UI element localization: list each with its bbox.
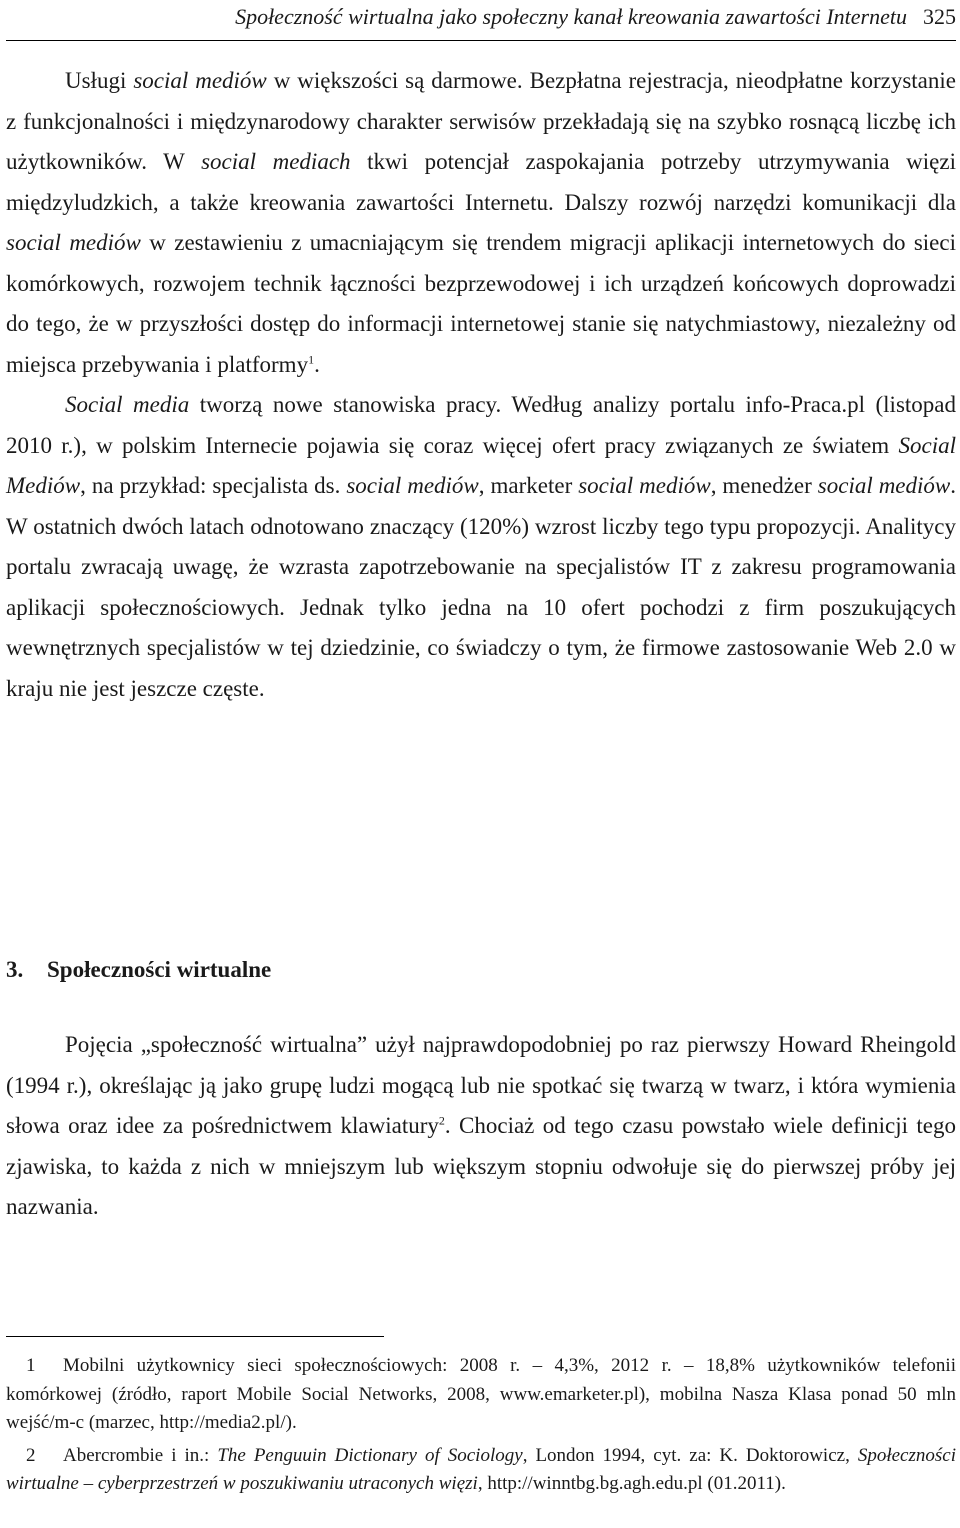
text-run: Mobilni użytkownicy sieci społecznościowych: 2008 r. – 4,3%, 2012 r. – 18,8% użytkowników telefonii komórkowej (źródło, raport Mobile Social Networks, 2008, www.emarketer.pl), mobilna Nasza Klasa ponad 50 mln wejść/m-c (marzec, http://media2.pl/).: [6, 1355, 956, 1433]
text-run: . W ostatnich dwóch latach odnotowano znaczący (120%) wzrost liczby tego typu propozycji. Analitycy portalu zwracają uwagę, że wzrasta zapotrzebowanie na specjalistów IT z zakresu programowania aplikacji społecznościowych. Jednak tylko jedna na 10 ofert pochodzi z firm poszukujących wewnętrznych specjalistów w tej dziedzinie, co świadczy o tym, że firmowe zastosowanie Web 2.0 w kraju nie jest jeszcze częste.: [6, 473, 956, 701]
italic-term: social mediach: [201, 149, 351, 174]
section-paragraph: [6, 1025, 956, 1228]
section-number: 3.: [6, 957, 24, 982]
text-run: .: [314, 351, 320, 377]
italic-term: Social Mediów: [6, 432, 956, 498]
italic-term: social mediów: [578, 473, 711, 498]
body-paragraph: [6, 385, 956, 709]
footnotes: [6, 1352, 956, 1503]
footnote: [6, 1442, 956, 1499]
text-run: tkwi potencjał zaspokajania potrzeby utrzymywania więzi międzyludzkich, a także kreowania zawartości Internetu. Dalszy rozwój narzędzi komunikacji dla: [6, 149, 956, 215]
page-number: 325: [923, 4, 956, 29]
text-run: Pojęcia „społeczność wirtualna” użył najprawdopodobniej po raz pierwszy Howard Rheingold (1994 r.), określając ją jako grupę ludzi mogącą lub nie spotkać się twarzą w twarz, i która wymienia słowa oraz idee za pośrednictwem klawiatury: [6, 1032, 956, 1138]
footnote-ref: 2: [438, 1113, 445, 1128]
body-paragraph: [6, 61, 956, 385]
running-head: [6, 4, 956, 34]
text-run: w zestawieniu z umacniającym się trendem migracji aplikacji internetowych do sieci komórkowych, rozwojem technik łączności bezprzewodowej i ich urządzeń końcowych doprowadzi do tego, że w przyszłości dostęp do informacji internetowej stanie się natychmiastowy, niezależny od miejsca przebywania i platformy: [6, 230, 956, 377]
text-run: tworzą nowe stanowiska pracy. Według analizy portalu info-Praca.pl (listopad 2010 r.), w polskim Internecie pojawia się coraz więcej ofert pracy związanych ze światem: [6, 392, 956, 458]
body-text: [6, 61, 956, 709]
text-run: Usługi: [65, 68, 134, 93]
italic-term: social mediów: [133, 68, 267, 93]
footnote: [6, 1352, 956, 1438]
text-run: , London 1994, cyt. za: K. Doktorowicz,: [522, 1444, 858, 1466]
footnote-number: 2: [26, 1444, 36, 1466]
text-run: , marketer: [478, 473, 579, 498]
italic-term: social mediów: [346, 473, 479, 498]
text-run: , http://winntbg.bg.agh.edu.pl (01.2011).: [477, 1473, 786, 1494]
footnote-number: 1: [26, 1355, 36, 1376]
footnote-ref: 1: [308, 351, 315, 366]
italic-term: Social media: [65, 392, 190, 417]
text-run: , menedżer: [710, 473, 818, 498]
text-run: Abercrombie i in.:: [63, 1444, 218, 1466]
italic-term: social mediów: [6, 230, 141, 255]
section-heading: [6, 950, 956, 990]
footnote-rule: [6, 1336, 384, 1337]
footnote-text: [6, 1445, 956, 1495]
text-run: w większości są darmowe. Bezpłatna rejestracja, nieodpłatne korzystanie z funkcjonalności i międzynarodowy charakter serwisów przekładają się na szybko rosnącą liczbę ich użytkowników. W: [6, 68, 956, 174]
italic-term: The Penguuin Dictionary of Sociology: [217, 1444, 523, 1466]
header-rule: [6, 40, 956, 41]
italic-term: social mediów: [817, 473, 951, 498]
text-run: , na przykład: specjalista ds.: [80, 473, 347, 498]
footnote-text: [6, 1355, 956, 1433]
italic-term: Społeczności wirtualne – cyberprzestrzeń w poszukiwaniu utraconych więzi: [6, 1444, 956, 1494]
running-head-title: Społeczność wirtualna jako społeczny kanał kreowania zawartości Internetu: [235, 4, 907, 29]
section-text: [6, 1025, 956, 1228]
section-title: Społeczności wirtualne: [47, 957, 272, 982]
text-run: . Chociaż od tego czasu powstało wiele definicji tego zjawiska, to każda z nich w mniejszym lub większym stopniu odwołuje się do pierwszej próby jej nazwania.: [6, 1113, 956, 1219]
